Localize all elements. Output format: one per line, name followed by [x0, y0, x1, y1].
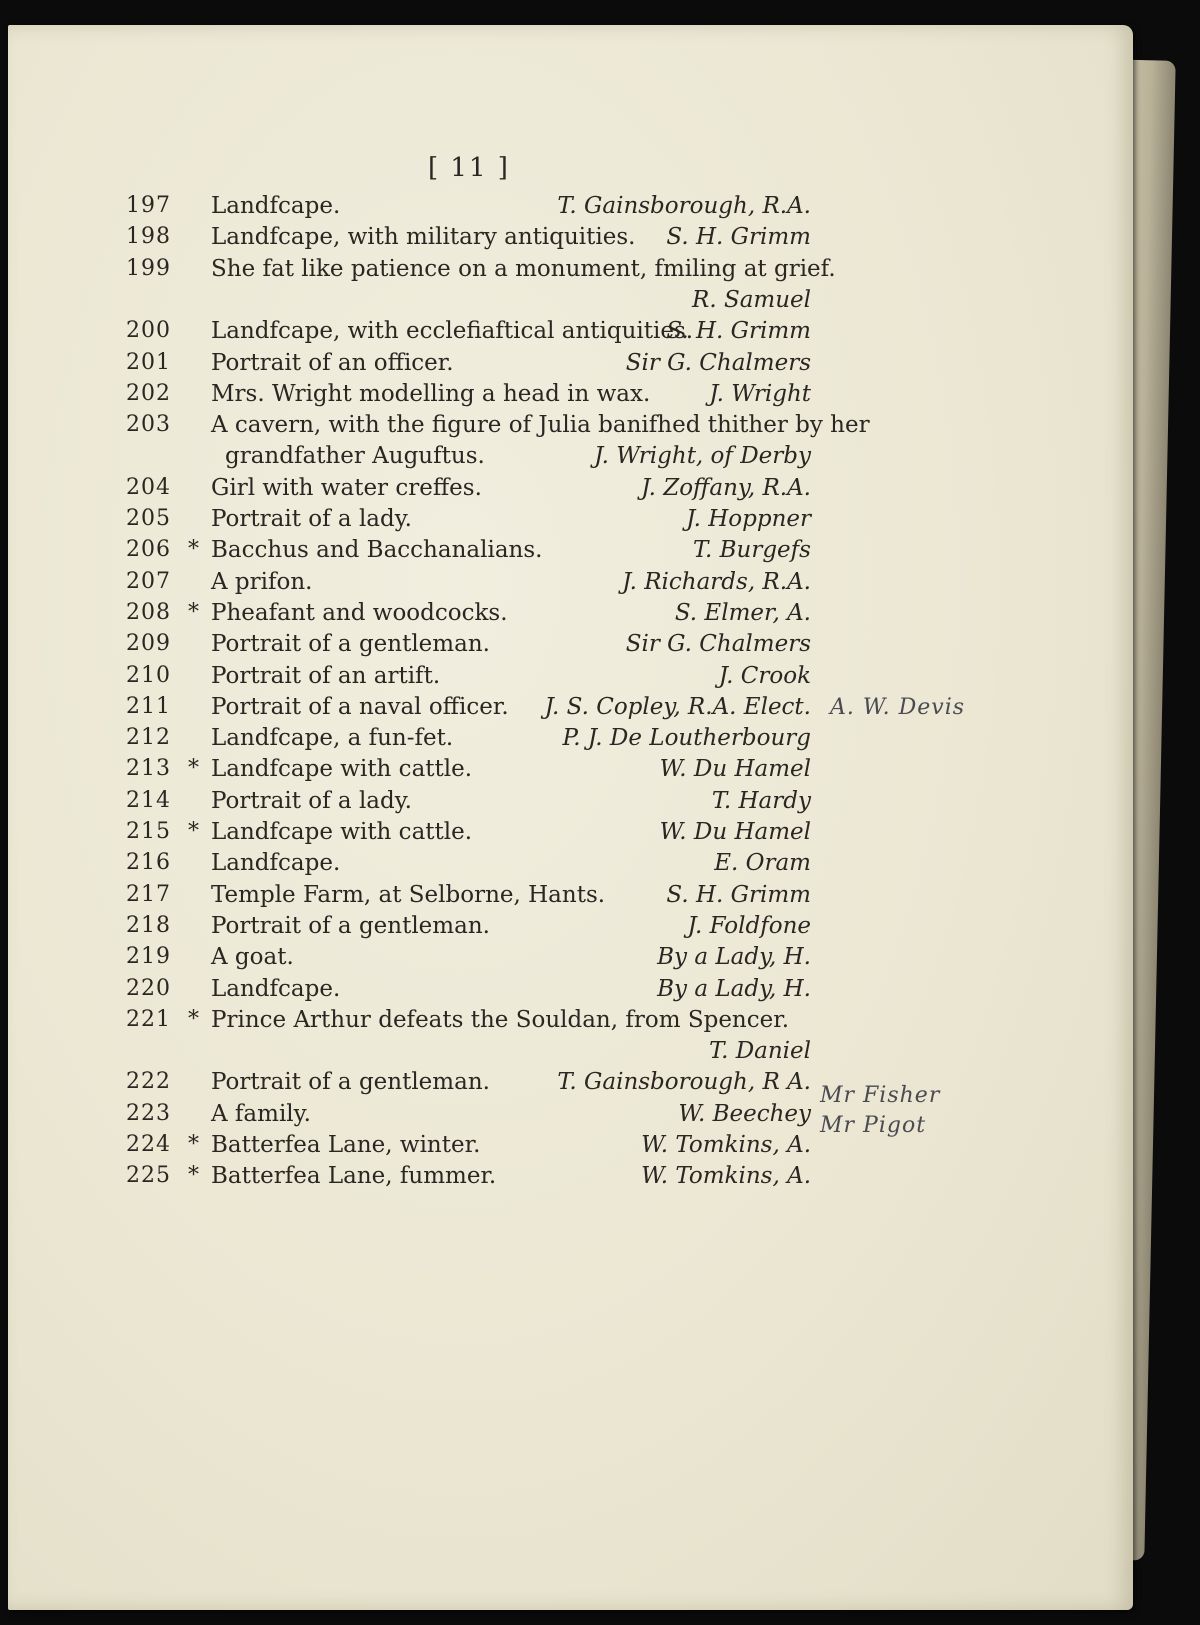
entry-title: Portrait of a gentleman. — [211, 912, 490, 939]
entry-number: 207 — [126, 568, 171, 594]
entry-artist: T. Hardy — [711, 787, 811, 814]
entry-title: Portrait of a gentleman. — [211, 631, 490, 658]
entry-artist: By a Lady, H. — [657, 975, 811, 1002]
catalogue-entry — [8, 318, 1133, 348]
entry-number: 198 — [126, 224, 171, 250]
entry-title: Landfcape with cattle. — [211, 756, 473, 783]
entry-number: 223 — [126, 1100, 171, 1126]
entry-title: Landfcape with cattle. — [211, 819, 473, 845]
entry-number: 208 — [126, 599, 171, 625]
catalogue-entry — [8, 287, 1133, 317]
entry-number: 218 — [126, 912, 171, 938]
entry-artist: T. Daniel — [709, 1038, 811, 1065]
entry-number: 199 — [126, 255, 171, 281]
entry-number: 197 — [126, 193, 171, 218]
catalogue-entry — [8, 819, 1133, 849]
catalogue-entry — [8, 756, 1133, 786]
catalogue-entry — [8, 350, 1133, 380]
catalogue-entry — [8, 506, 1133, 536]
entry-number: 206 — [126, 537, 171, 563]
entry-artist: S. H. Grimm — [666, 318, 811, 345]
entry-artist: J. S. Copley, R.A. Elect. — [544, 693, 811, 720]
entry-number: 222 — [126, 1069, 171, 1095]
entry-number: 224 — [126, 1132, 171, 1157]
entry-title: A prifon. — [211, 568, 313, 595]
entry-number: 205 — [126, 506, 171, 531]
entry-artist: W. Beechey — [678, 1100, 811, 1127]
catalogue-entry — [8, 631, 1133, 661]
entry-title: Landfcape. — [211, 850, 341, 877]
catalogue-entry — [8, 1069, 1133, 1099]
catalogue-entry — [8, 475, 1133, 505]
entry-number: 220 — [126, 975, 171, 1001]
entry-asterisk: * — [188, 1163, 199, 1189]
entry-number: 219 — [126, 944, 171, 970]
entry-title: Portrait of a naval officer. — [211, 693, 509, 720]
catalogue-entry — [8, 224, 1133, 254]
entry-title: Batterfea Lane, fummer. — [211, 1163, 497, 1190]
entry-title: A cavern, with the figure of Julia banifhed thither by her — [211, 412, 870, 439]
catalogue-entry — [8, 256, 1133, 286]
entry-number: 225 — [126, 1163, 171, 1189]
entry-title: Landfcape, a fun-fet. — [211, 725, 454, 752]
entry-asterisk: * — [188, 819, 199, 844]
entry-artist: R. Samuel — [692, 286, 811, 313]
entry-artist: E. Oram — [714, 850, 811, 877]
catalogue-entry — [8, 193, 1133, 223]
catalogue-entry — [8, 443, 1133, 473]
entry-title: Landfcape, with military antiquities. — [211, 224, 636, 251]
page-number: [ 11 ] — [428, 153, 510, 183]
entry-title: She fat like patience on a monument, fmiling at grief. — [211, 255, 836, 282]
entry-artist: J. Hoppner — [686, 506, 811, 532]
entry-title: Batterfea Lane, winter. — [211, 1132, 481, 1158]
handwritten-note-210: A. W. Devis — [830, 695, 966, 720]
entry-artist: Sir G. Chalmers — [625, 349, 811, 376]
entry-number: 204 — [126, 474, 171, 500]
entry-artist: S. H. Grimm — [666, 881, 811, 908]
entry-artist: J. Wright, of Derby — [594, 443, 811, 470]
entry-asterisk: * — [188, 1132, 199, 1157]
entry-title: Prince Arthur defeats the Souldan, from Spencer. — [211, 1006, 790, 1033]
catalogue-entry — [8, 882, 1133, 912]
entry-artist: S. Elmer, A. — [674, 599, 811, 626]
entry-number: 213 — [126, 756, 171, 782]
entry-artist: Sir G. Chalmers — [625, 631, 811, 658]
entry-number: 216 — [126, 850, 171, 876]
entry-number: 200 — [126, 318, 171, 344]
entry-number: 203 — [126, 412, 171, 438]
entry-title: Bacchus and Bacchanalians. — [211, 537, 543, 564]
entry-artist: J. Foldfone — [687, 912, 811, 939]
entry-asterisk: * — [188, 537, 199, 563]
catalogue-entry — [8, 1007, 1133, 1037]
entry-title: Landfcape. — [211, 975, 341, 1002]
entry-asterisk: * — [188, 1006, 199, 1032]
entry-title: Girl with water creffes. — [211, 474, 482, 501]
entry-artist: P. J. De Loutherbourg — [562, 725, 811, 752]
catalogue-entry — [8, 788, 1133, 818]
entry-title: A goat. — [211, 944, 294, 971]
catalogue-entry — [8, 1163, 1133, 1193]
entry-artist: T. Burgefs — [693, 537, 811, 564]
catalogue-entry — [8, 976, 1133, 1006]
entry-number: 211 — [126, 693, 171, 719]
entry-number: 217 — [126, 881, 171, 907]
entry-artist: J. Wright — [709, 380, 811, 407]
entry-artist: J. Zoffany, R.A. — [641, 474, 811, 501]
entry-number: 214 — [126, 787, 171, 813]
entry-title: A family. — [211, 1100, 311, 1127]
catalogue-entry — [8, 850, 1133, 880]
entry-title: Temple Farm, at Selborne, Hants. — [211, 881, 606, 908]
catalogue-entry — [8, 725, 1133, 755]
catalogue-entry — [8, 600, 1133, 630]
entry-number: 209 — [126, 631, 171, 657]
entry-title: grandfather Auguftus. — [225, 443, 485, 470]
catalogue-entry — [8, 537, 1133, 567]
entry-number: 212 — [126, 725, 171, 751]
entry-title: Pheafant and woodcocks. — [211, 599, 508, 626]
handwritten-note-223: Mr Pigot — [820, 1113, 927, 1138]
entry-title: Landfcape, with ecclefiaftical antiquities. — [211, 318, 694, 345]
entry-artist: J. Crook — [718, 662, 811, 689]
entry-number: 201 — [126, 349, 171, 375]
entry-artist: S. H. Grimm — [666, 224, 811, 251]
catalogue-entry — [8, 412, 1133, 442]
entry-number: 210 — [126, 662, 171, 688]
entry-artist: By a Lady, H. — [657, 944, 811, 971]
catalogue-entry — [8, 1038, 1133, 1068]
entry-artist: J. Richards, R.A. — [622, 568, 811, 595]
catalogue-page — [8, 25, 1133, 1610]
handwritten-note-222: Mr Fisher — [820, 1083, 941, 1108]
entry-number: 202 — [126, 380, 171, 406]
entry-artist: W. Tomkins, A. — [641, 1132, 811, 1158]
entry-title: Portrait of an officer. — [211, 349, 454, 376]
entry-asterisk: * — [188, 599, 199, 625]
entry-title: Portrait of an artift. — [211, 662, 441, 689]
entry-artist: T. Gainsborough, R A. — [557, 1069, 811, 1096]
entry-title: Portrait of a lady. — [211, 787, 412, 814]
catalogue-entry — [8, 381, 1133, 411]
entry-artist: W. Tomkins, A. — [641, 1163, 811, 1190]
catalogue-entry — [8, 663, 1133, 693]
entry-number: 221 — [126, 1006, 171, 1032]
entry-title: Portrait of a gentleman. — [211, 1069, 490, 1096]
catalogue-entry — [8, 944, 1133, 974]
entry-title: Mrs. Wright modelling a head in wax. — [211, 380, 651, 407]
entry-title: Portrait of a lady. — [211, 506, 412, 532]
catalogue-entry — [8, 569, 1133, 599]
entry-title: Landfcape. — [211, 193, 341, 219]
entry-asterisk: * — [188, 756, 199, 782]
entry-artist: W. Du Hamel — [659, 819, 811, 845]
catalogue-entry — [8, 1132, 1133, 1162]
entry-number: 215 — [126, 819, 171, 844]
entry-artist: T. Gainsborough, R.A. — [557, 193, 811, 219]
entry-artist: W. Du Hamel — [659, 756, 811, 783]
catalogue-entry — [8, 1101, 1133, 1131]
catalogue-entry — [8, 913, 1133, 943]
